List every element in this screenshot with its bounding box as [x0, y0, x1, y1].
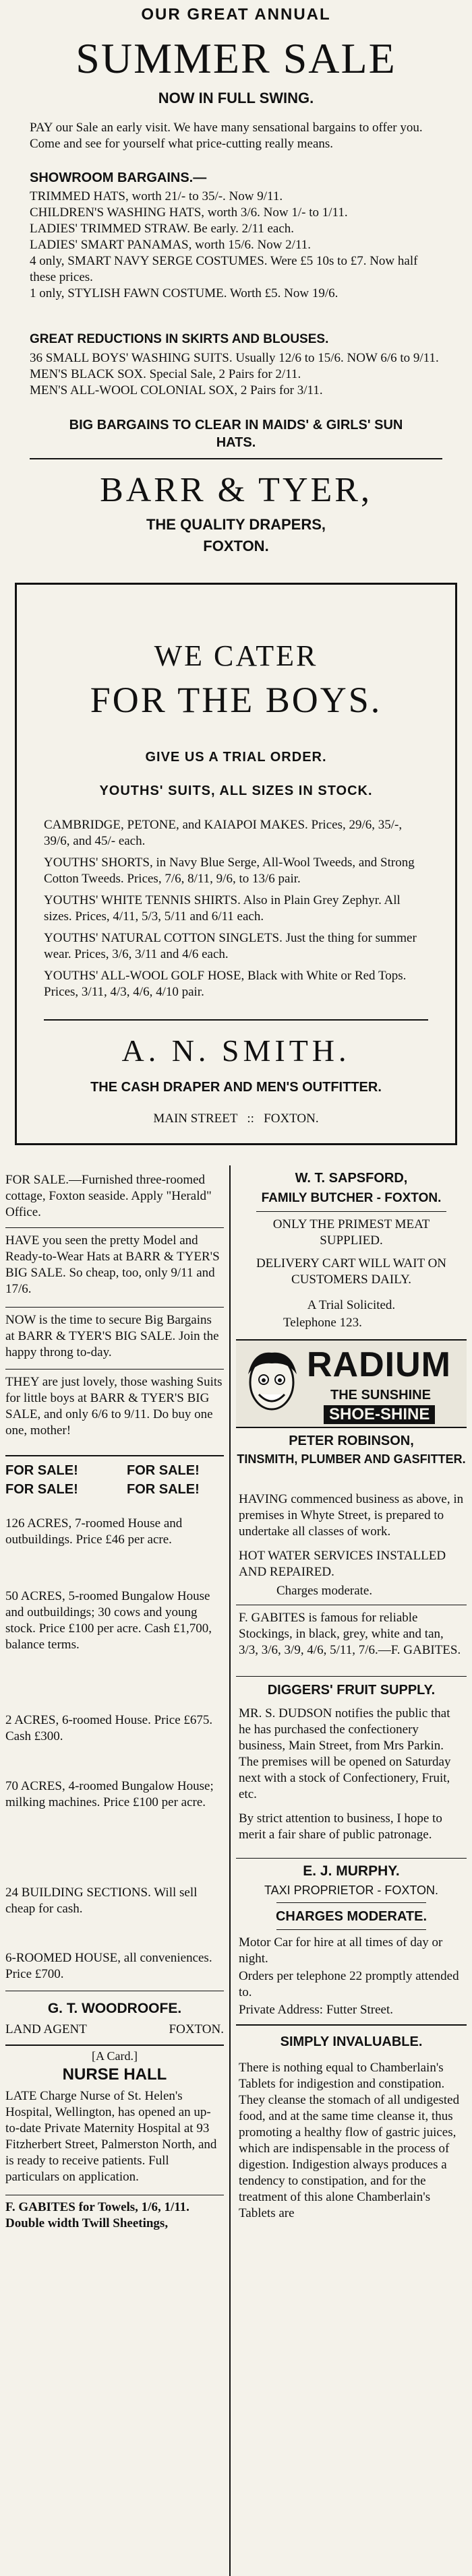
orders: Orders per telephone 22 promptly attended to. — [239, 1969, 459, 1999]
boys-address — [17, 1112, 455, 1126]
boys-trial: GIVE US A TRIAL ORDER. — [145, 750, 327, 765]
private-address: Private Address: Futter Street. — [239, 2003, 394, 2017]
divider — [5, 2044, 224, 2046]
motor-car: Motor Car for hire at all times of day or night. — [239, 1935, 443, 1966]
charges-moderate: Charges moderate. — [276, 1584, 373, 1598]
showroom-item: TRIMMED HATS, worth 21/- to 35/-. Now 9/11. — [30, 189, 283, 203]
for-sale-heading-2: FOR SALE! — [127, 1463, 200, 1478]
land-item: 6-ROOMED HOUSE, all conveniences. Price £700. — [5, 1951, 212, 1981]
summer-sale-ad — [9, 5, 463, 558]
divider — [276, 1929, 426, 1930]
boys-list — [44, 817, 428, 1000]
showroom-list — [30, 189, 442, 302]
now-time: NOW is the time to secure Big Bargains at BARR & TYER'S BIG SALE. Join the happy throng to-day. — [5, 1313, 219, 1359]
showroom-item: LADIES' TRIMMED STRAW. Be early. 2/11 each. — [30, 222, 295, 236]
gabites-towels: F. GABITES for Towels, 1/6, 1/11. Double width Twill Sheetings, — [5, 2200, 189, 2230]
divider — [256, 1211, 446, 1212]
agent-town: FOXTON. — [169, 2022, 224, 2036]
showroom-item: CHILDREN'S WASHING HATS, worth 3/6. Now 1/- to 1/11. — [30, 205, 348, 220]
sale-subtitle: NOW IN FULL SWING. — [158, 90, 314, 106]
right-column — [236, 1165, 467, 2576]
boys-suits: YOUTHS' SUITS, ALL SIZES IN STOCK. — [99, 783, 373, 798]
agent-name: G. T. WOODROOFE. — [47, 2001, 182, 2016]
washing-suits: THEY are just lovely, those washing Suits for little boys at BARR & TYER'S BIG SALE, and only 6/6 to 9/11. Do buy one one, mother! — [5, 1375, 223, 1438]
radium-shine: SHOE-SHINE — [324, 1405, 435, 1424]
divider — [5, 1227, 224, 1228]
trial: A Trial Solicited. — [307, 1298, 396, 1312]
boys-item: YOUTHS' ALL-WOOL GOLF HOSE, Black with White or Red Tops. Prices, 3/11, 4/3, 4/6, 4/10 pair. — [44, 969, 407, 999]
boys-tag: THE CASH DRAPER AND MEN'S OUTFITTER. — [90, 1080, 382, 1095]
showroom-heading: SHOWROOM BARGAINS.— — [30, 170, 207, 185]
murphy-tag: TAXI PROPRIETOR - FOXTON. — [264, 1883, 439, 1897]
murphy-name: E. J. MURPHY. — [303, 1863, 400, 1879]
boys-item: YOUTHS' WHITE TENNIS SHIRTS. Also in Plain Grey Zephyr. All sizes. Prices, 4/11, 5/3, 5/11 and 6/11 each. — [44, 893, 401, 924]
boys-street: MAIN STREET — [153, 1112, 238, 1126]
radium-sub: THE SUNSHINE — [330, 1388, 431, 1403]
face-illustration — [241, 1347, 302, 1420]
sale-place: FOXTON. — [203, 538, 269, 554]
other-item: MEN'S BLACK SOX. Special Sale, 2 Pairs for 2/11. — [30, 367, 301, 381]
boys-item: YOUTHS' SHORTS, in Navy Blue Serge, All-Wool Tweeds, and Strong Cotton Tweeds. Prices, 7/6, 8/11, 9/6, to 13/6 pair. — [44, 856, 415, 886]
land-item: 50 ACRES, 5-roomed Bungalow House and outbuildings; 30 cows and young stock. Price £100 per acre. Cash £1,700, balance terms. — [5, 1589, 212, 1652]
land-item: 24 BUILDING SECTIONS. Will sell cheap for cash. — [5, 1886, 198, 1916]
agent-tag: LAND AGENT — [5, 2022, 87, 2036]
showroom-item: LADIES' SMART PANAMAS, worth 15/6. Now 2/11. — [30, 238, 311, 252]
divider — [236, 1676, 467, 1677]
other-item: MEN'S ALL-WOOL COLONIAL SOX, 2 Pairs for 3/11. — [30, 383, 323, 397]
showroom-item: 1 only, STYLISH FAWN COSTUME. Worth £5. Now 19/6. — [30, 286, 338, 300]
showroom-item: 4 only, SMART NAVY SERGE COSTUMES. Were £5 10s to £7. Now half these prices. — [30, 254, 418, 284]
divider — [236, 2024, 467, 2026]
sale-kicker: OUR GREAT ANNUAL — [141, 5, 331, 24]
sale-title: SUMMER SALE — [76, 34, 396, 82]
simply-body: There is nothing equal to Chamberlain's Tablets for indigestion and constipation. They cleanse the stomach of all undigested food, and at the same time cleanse it, thus promoting a healthy flow of gastric juices, which are indispensable in the process of digestion. Indigestion always produces a tendency to constipation, and for the treatment of this alone Chamberlain's Tablets are — [239, 2061, 460, 2220]
simply-heading: SIMPLY INVALUABLE. — [280, 2034, 423, 2049]
boys-title-1: WE CATER — [154, 639, 318, 672]
agent-line — [5, 2022, 224, 2037]
land-item: 2 ACRES, 6-roomed House. Price £675. Cash £300. — [5, 1713, 213, 1743]
other-list — [30, 350, 442, 399]
meat: ONLY THE PRIMEST MEAT SUPPLIED. — [272, 1217, 430, 1248]
divider — [236, 1858, 467, 1859]
divider — [5, 1455, 224, 1456]
gabites-stockings: F. GABITES is famous for reliable Stockings, in black, grey, white and tan, 3/3, 3/6, 3/9, 4/6, 5/11, 7/6.—F. GABITES. — [239, 1611, 461, 1657]
nurse-title: NURSE HALL — [62, 2065, 167, 2084]
boys-title-2: FOR THE BOYS. — [90, 680, 382, 720]
butcher-name: W. T. SAPSFORD, — [295, 1171, 408, 1186]
reductions-heading: GREAT REDUCTIONS IN SKIRTS AND BLOUSES. — [30, 332, 329, 346]
sale-firm: BARR & TYER, — [100, 471, 372, 509]
sale-divider — [30, 458, 442, 459]
divider — [5, 1307, 224, 1308]
column-rule — [229, 1165, 231, 2576]
boys-ad — [15, 583, 457, 1145]
for-sale-cottage: FOR SALE.—Furnished three-roomed cottage, Foxton seaside. Apply "Herald" Office. — [5, 1173, 212, 1219]
sale-firm-tag: THE QUALITY DRAPERS, — [146, 516, 326, 533]
boys-item: YOUTHS' NATURAL COTTON SINGLETS. Just the thing for summer wear. Prices, 3/6, 3/11 and 4/6 each. — [44, 931, 417, 961]
divider — [276, 1902, 426, 1903]
land-item: 126 ACRES, 7-roomed House and outbuildings. Price £46 per acre. — [5, 1516, 183, 1547]
peter-name: PETER ROBINSON, — [289, 1434, 414, 1448]
diggers-heading: DIGGERS' FRUIT SUPPLY. — [267, 1683, 436, 1698]
butcher-tag: FAMILY BUTCHER - FOXTON. — [261, 1191, 442, 1205]
boys-firm: A. N. SMITH. — [121, 1033, 351, 1068]
boys-divider — [44, 1019, 428, 1021]
delivery: DELIVERY CART WILL WAIT ON CUSTOMERS DAILY. — [256, 1256, 447, 1287]
radium-ad — [236, 1339, 467, 1428]
radium-title: RADIUM — [307, 1345, 451, 1384]
nurse-body: LATE Charge Nurse of St. Helen's Hospital, Wellington, has opened an up-to-date Private Maternity Hospital at 93 Fitzherbert Street, Palmerston North, and is ready to receive patients. Full particulars on application. — [5, 2089, 217, 2184]
phone: Telephone 123. — [283, 1316, 362, 1330]
boys-sep: :: — [247, 1112, 254, 1126]
card-label: [A Card.] — [92, 2049, 138, 2063]
sun-hats: BIG BARGAINS TO CLEAR IN MAIDS' & GIRLS' SUN HATS. — [69, 418, 403, 450]
boys-item: CAMBRIDGE, PETONE, and KAIAPOI MAKES. Prices, 29/6, 35/-, 39/6, and 45/- each. — [44, 818, 403, 848]
for-sale-heading-3: FOR SALE! — [5, 1482, 78, 1497]
left-column — [5, 1165, 224, 2576]
for-sale-heading-1: FOR SALE! — [5, 1463, 78, 1478]
boys-town: FOXTON. — [264, 1112, 319, 1126]
peter-tag: TINSMITH, PLUMBER AND GASFITTER. — [237, 1452, 466, 1466]
hot-water: HOT WATER SERVICES INSTALLED AND REPAIRED. — [239, 1549, 446, 1579]
land-item: 70 ACRES, 4-roomed Bungalow House; milking machines. Price £100 per acre. — [5, 1779, 214, 1809]
sale-intro: PAY our Sale an early visit. We have many sensational bargains to offer you. Come and see for yourself what price-cutting really means. — [30, 121, 423, 151]
for-sale-heading-4: FOR SALE! — [127, 1482, 200, 1497]
other-item: 36 SMALL BOYS' WASHING SUITS. Usually 12/6 to 15/6. NOW 6/6 to 9/11. — [30, 351, 439, 365]
peter-body: HAVING commenced business as above, in premises in Whyte Street, is prepared to undertake all classes of work. — [239, 1492, 464, 1539]
dudson-body-2: By strict attention to business, I hope to merit a fair share of public patronage. — [239, 1811, 442, 1842]
pretty-model: HAVE you seen the pretty Model and Ready-to-Wear Hats at BARR & TYER'S BIG SALE. So cheap, too, only 9/11 and 17/6. — [5, 1233, 220, 1296]
murphy-charges: CHARGES MODERATE. — [275, 1909, 427, 1924]
divider — [5, 1369, 224, 1370]
dudson-body: MR. S. DUDSON notifies the public that he has purchased the confectionery business, Main Street, from Mrs Parkin. The premises will be opened on Saturday next with a stock of Confectionery, Fruit, etc. — [239, 1706, 451, 1801]
